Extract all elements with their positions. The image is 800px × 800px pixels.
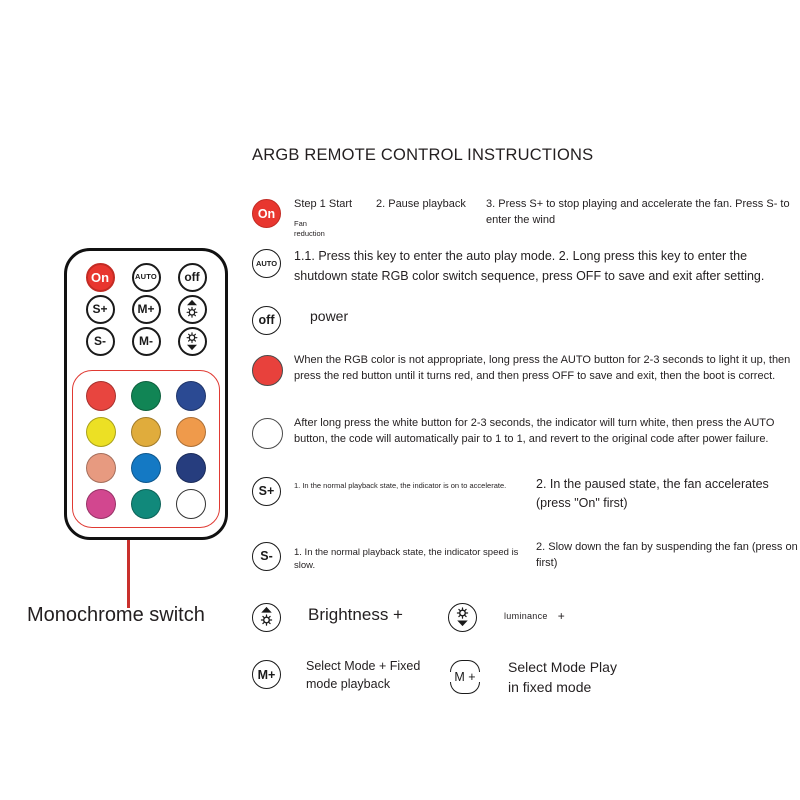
row-icon-brightness-up	[252, 601, 294, 632]
row-icon-red-swatch	[252, 353, 294, 386]
auto-button-icon[interactable]	[252, 249, 281, 278]
remote-button-mode-next[interactable]	[132, 295, 161, 324]
brightness-up-label: Brightness +	[308, 605, 403, 625]
mode-play-button-icon[interactable]	[448, 660, 482, 694]
speed-down-note-2: 2. Slow down the fan by suspending the fan (press on first)	[536, 540, 798, 569]
off-button-icon[interactable]	[252, 306, 281, 335]
speed-up-note-2: 2. In the paused state, the fan accelerates (press "On" first)	[536, 476, 769, 511]
speed-up-button-icon[interactable]	[252, 477, 281, 506]
color-button-azure[interactable]	[131, 453, 161, 483]
instruction-row-red-swatch	[252, 353, 800, 386]
color-button-blue[interactable]	[176, 381, 206, 411]
on-button-icon-label: On	[257, 206, 276, 221]
brightness-up-group	[252, 601, 448, 632]
callout-pointer-line	[127, 540, 130, 608]
mode-play-group	[448, 658, 800, 697]
mode-play-label-line2: in fixed mode	[508, 678, 592, 695]
mode-plus-group	[252, 658, 448, 693]
color-button-white[interactable]	[176, 489, 206, 519]
instruction-row-white-swatch	[252, 416, 800, 449]
remote-button-speed-up[interactable]	[86, 295, 115, 324]
remote-button-speed-down-label: S-	[94, 334, 106, 348]
remote-button-mode-prev-label: M-	[139, 334, 153, 348]
off-button-icon-label: off	[258, 313, 275, 328]
row-text-speed-up	[294, 475, 800, 514]
mode-plus-label	[294, 658, 420, 693]
remote-function-button-grid	[77, 261, 215, 357]
instruction-row-off	[252, 304, 800, 335]
row-icon-brightness-down	[448, 601, 490, 632]
mode-plus-label-line1: Select Mode + Fixed	[306, 659, 421, 674]
luminance-label: luminance	[504, 611, 548, 622]
remote-button-brightness-up[interactable]	[178, 295, 207, 324]
remote-button-off[interactable]	[178, 263, 207, 292]
row-icon-auto	[252, 247, 294, 278]
row-icon-speed-down	[252, 540, 294, 571]
remote-button-off-label: off	[184, 270, 200, 284]
color-button-green[interactable]	[131, 381, 161, 411]
mode-plus-label-line2: mode playback	[306, 676, 391, 691]
color-button-yellow[interactable]	[86, 417, 116, 447]
luminance-plus-label: +	[557, 609, 566, 624]
on-button-icon[interactable]	[252, 199, 281, 228]
white-swatch-description: After long press the white button for 2-3 seconds, the indicator will turn white, then press the AUTO button, the code will automatically pair to 1 to 1, and revert to the original code after power failure.	[294, 416, 775, 445]
speed-up-note-1: 1. In the normal playback state, the indicator is on to accelerate.	[294, 480, 507, 490]
brightness-down-icon	[452, 606, 473, 630]
mode-play-label	[496, 658, 617, 697]
color-button-orange[interactable]	[176, 417, 206, 447]
speed-down-note-1: 1. In the normal playback state, the indicator speed is slow.	[294, 546, 519, 572]
instruction-row-on	[252, 197, 800, 239]
color-button-red[interactable]	[86, 381, 116, 411]
instruction-row-auto	[252, 247, 800, 286]
remote-button-brightness-down[interactable]	[178, 327, 207, 356]
row-icon-speed-up	[252, 475, 294, 506]
red-swatch-description: When the RGB color is not appropriate, long press the AUTO button for 2-3 seconds to light it up, then press the red button until it turns red, and then press OFF to save and exit, then the boot is correct.	[294, 353, 791, 382]
mode-plus-button-icon[interactable]	[252, 660, 281, 689]
row-text-speed-down	[294, 540, 800, 574]
remote-button-speed-down[interactable]	[86, 327, 115, 356]
row-icon-off	[252, 304, 294, 335]
auto-button-icon-label: AUTO	[255, 259, 278, 269]
remote-button-mode-prev[interactable]	[132, 327, 161, 356]
remote-button-mode-next-label: M+	[137, 302, 155, 316]
color-button-navy[interactable]	[176, 453, 206, 483]
red-color-swatch-icon[interactable]	[252, 355, 283, 386]
color-button-salmon[interactable]	[86, 453, 116, 483]
monochrome-switch-label: Monochrome switch	[27, 604, 205, 626]
speed-down-button-icon[interactable]	[252, 542, 281, 571]
mode-plus-button-icon-label: M+	[257, 667, 276, 682]
instruction-row-mode	[252, 658, 800, 697]
instruction-row-brightness	[252, 601, 800, 632]
remote-button-auto[interactable]	[132, 263, 161, 292]
brightness-up-icon	[256, 606, 277, 630]
brightness-down-icon	[182, 331, 202, 351]
speed-down-button-icon-label: S-	[260, 549, 273, 564]
instructions-panel	[252, 146, 800, 697]
remote-button-speed-up-label: S+	[92, 302, 108, 316]
row-icon-white-swatch	[252, 416, 294, 449]
row-icon-mode-plus	[252, 658, 294, 689]
color-button-amber[interactable]	[131, 417, 161, 447]
instruction-row-speed-up	[252, 475, 800, 514]
brightness-down-button-icon[interactable]	[448, 603, 477, 632]
auto-description: 1.1. Press this key to enter the auto play mode. 2. Long press this key to enter the shutdown state RGB color switch sequence, press OFF to save and exit after setting.	[294, 249, 765, 283]
instruction-row-speed-down	[252, 540, 800, 574]
remote-button-on[interactable]	[86, 263, 115, 292]
off-description: power	[310, 307, 349, 324]
brightness-down-group	[448, 601, 800, 632]
brightness-up-icon	[182, 299, 202, 319]
speed-up-button-icon-label: S+	[258, 484, 275, 499]
on-pause-text: 2. Pause playback	[376, 198, 466, 210]
page-title: ARGB REMOTE CONTROL INSTRUCTIONS	[252, 146, 594, 164]
on-reduction-text: reduction	[294, 229, 325, 239]
remote-color-button-grid	[79, 378, 213, 522]
on-fan-text: Fan	[294, 218, 307, 228]
remote-control-figure	[64, 248, 228, 540]
on-col-a	[294, 197, 376, 239]
color-button-teal[interactable]	[131, 489, 161, 519]
color-button-magenta[interactable]	[86, 489, 116, 519]
on-step1-text: Step 1 Start	[294, 198, 353, 210]
brightness-up-button-icon[interactable]	[252, 603, 281, 632]
remote-button-auto-label: AUTO	[135, 272, 157, 282]
row-icon-on	[252, 197, 294, 228]
on-speed-text: 3. Press S+ to stop playing and accelerate the fan. Press S- to enter the wind	[486, 198, 790, 226]
mode-play-label-line1: Select Mode Play	[508, 659, 617, 676]
mode-play-button-icon-label: M +	[454, 670, 476, 685]
remote-button-on-label: On	[90, 269, 110, 285]
row-icon-mode-play	[448, 658, 496, 694]
white-color-swatch-icon[interactable]	[252, 418, 283, 449]
row-text-on	[294, 197, 800, 239]
